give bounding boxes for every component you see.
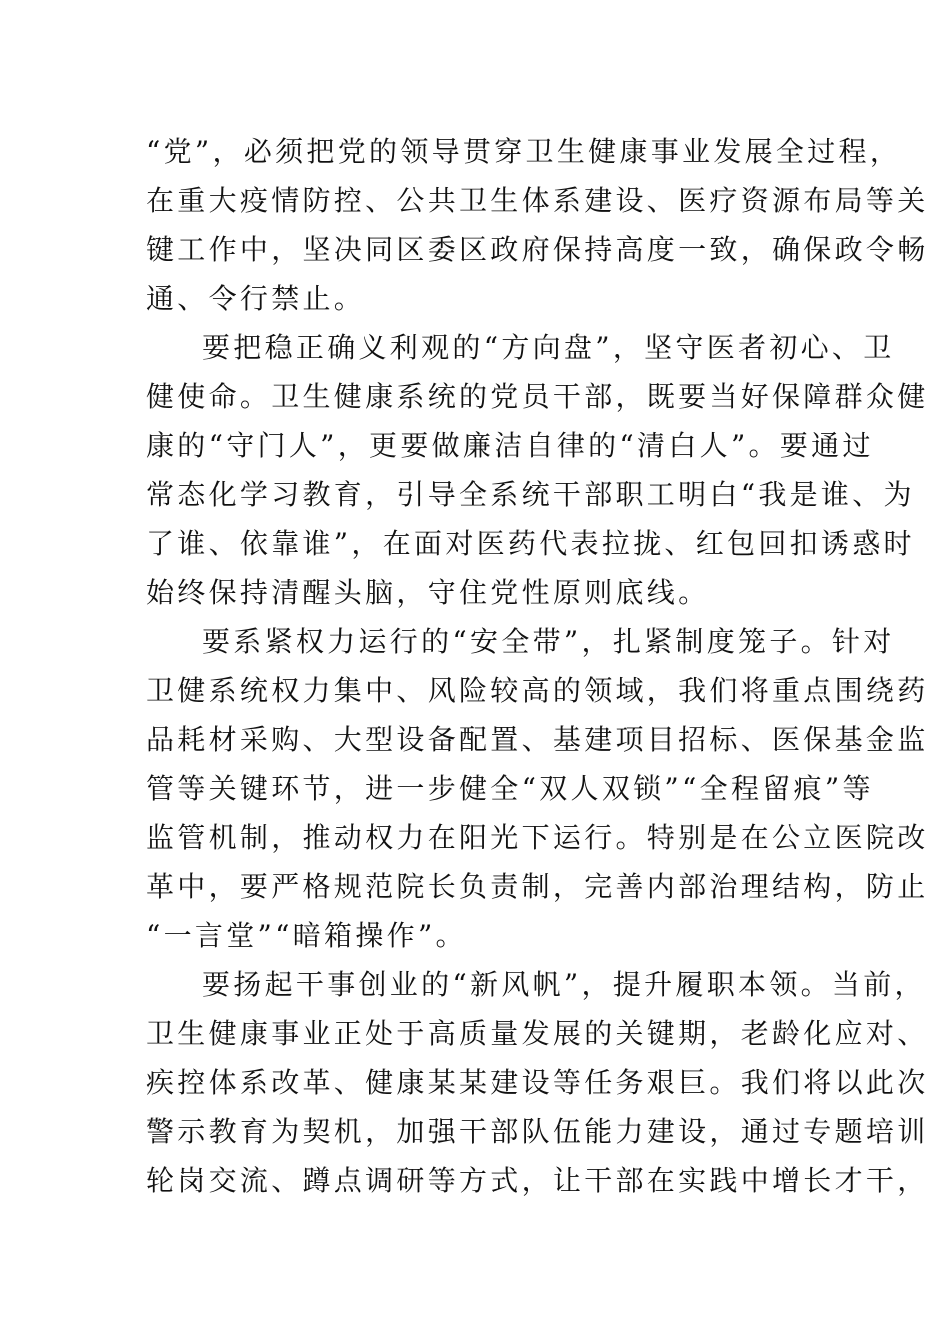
text-line: 卫健系统权力集中、风险较高的领域，我们将重点围绕药 [146, 674, 929, 707]
text-line: 卫生健康事业正处于高质量发展的关键期，老龄化应对、 [146, 1017, 929, 1050]
text-line: 革中，要严格规范院长负责制，完善内部治理结构，防止 [146, 870, 929, 903]
paragraph-2 [146, 323, 929, 617]
text-line: 疾控体系改革、健康某某建设等任务艰巨。我们将以此次 [146, 1066, 929, 1099]
text-line: 键工作中，坚决同区委区政府保持高度一致，确保政令畅 [146, 233, 929, 266]
paragraph-4 [146, 960, 929, 1205]
text-line: 了谁、依靠谁”，在面对医药代表拉拢、红包回扣诱惑时 [146, 527, 915, 560]
paragraph-3 [146, 617, 929, 960]
text-line: 常态化学习教育，引导全系统干部职工明白“我是谁、为 [146, 478, 915, 511]
text-line: 康的“守门人”，更要做廉洁自律的“清白人”。要通过 [146, 429, 874, 462]
text-line: 管等关键环节，进一步健全“双人双锁”“全程留痕”等 [146, 772, 874, 805]
text-line: 警示教育为契机，加强干部队伍能力建设，通过专题培训 [146, 1115, 929, 1148]
text-line-first: 要把稳正确义利观的“方向盘”，坚守医者初心、卫 [202, 331, 895, 364]
text-line-first: 要系紧权力运行的“安全带”，扎紧制度笼子。针对 [202, 625, 895, 658]
text-line: 轮岗交流、蹲点调研等方式，让干部在实践中增长才干， [146, 1164, 929, 1197]
document-body [146, 127, 929, 1205]
text-line: “党”，必须把党的领导贯穿卫生健康事业发展全过程， [146, 135, 902, 168]
text-line: 始终保持清醒头脑，守住党性原则底线。 [146, 576, 710, 609]
text-line: 通、令行禁止。 [146, 282, 366, 315]
paragraph-1 [146, 127, 929, 323]
text-line: 品耗材采购、大型设备配置、基建项目招标、医保基金监 [146, 723, 929, 756]
text-line: “一言堂”“暗箱操作”。 [146, 919, 467, 952]
text-line-first: 要扬起干事创业的“新风帆”，提升履职本领。当前， [202, 968, 926, 1001]
text-line: 健使命。卫生健康系统的党员干部，既要当好保障群众健 [146, 380, 929, 413]
text-line: 监管机制，推动权力在阳光下运行。特别是在公立医院改 [146, 821, 929, 854]
text-line: 在重大疫情防控、公共卫生体系建设、医疗资源布局等关 [146, 184, 929, 217]
